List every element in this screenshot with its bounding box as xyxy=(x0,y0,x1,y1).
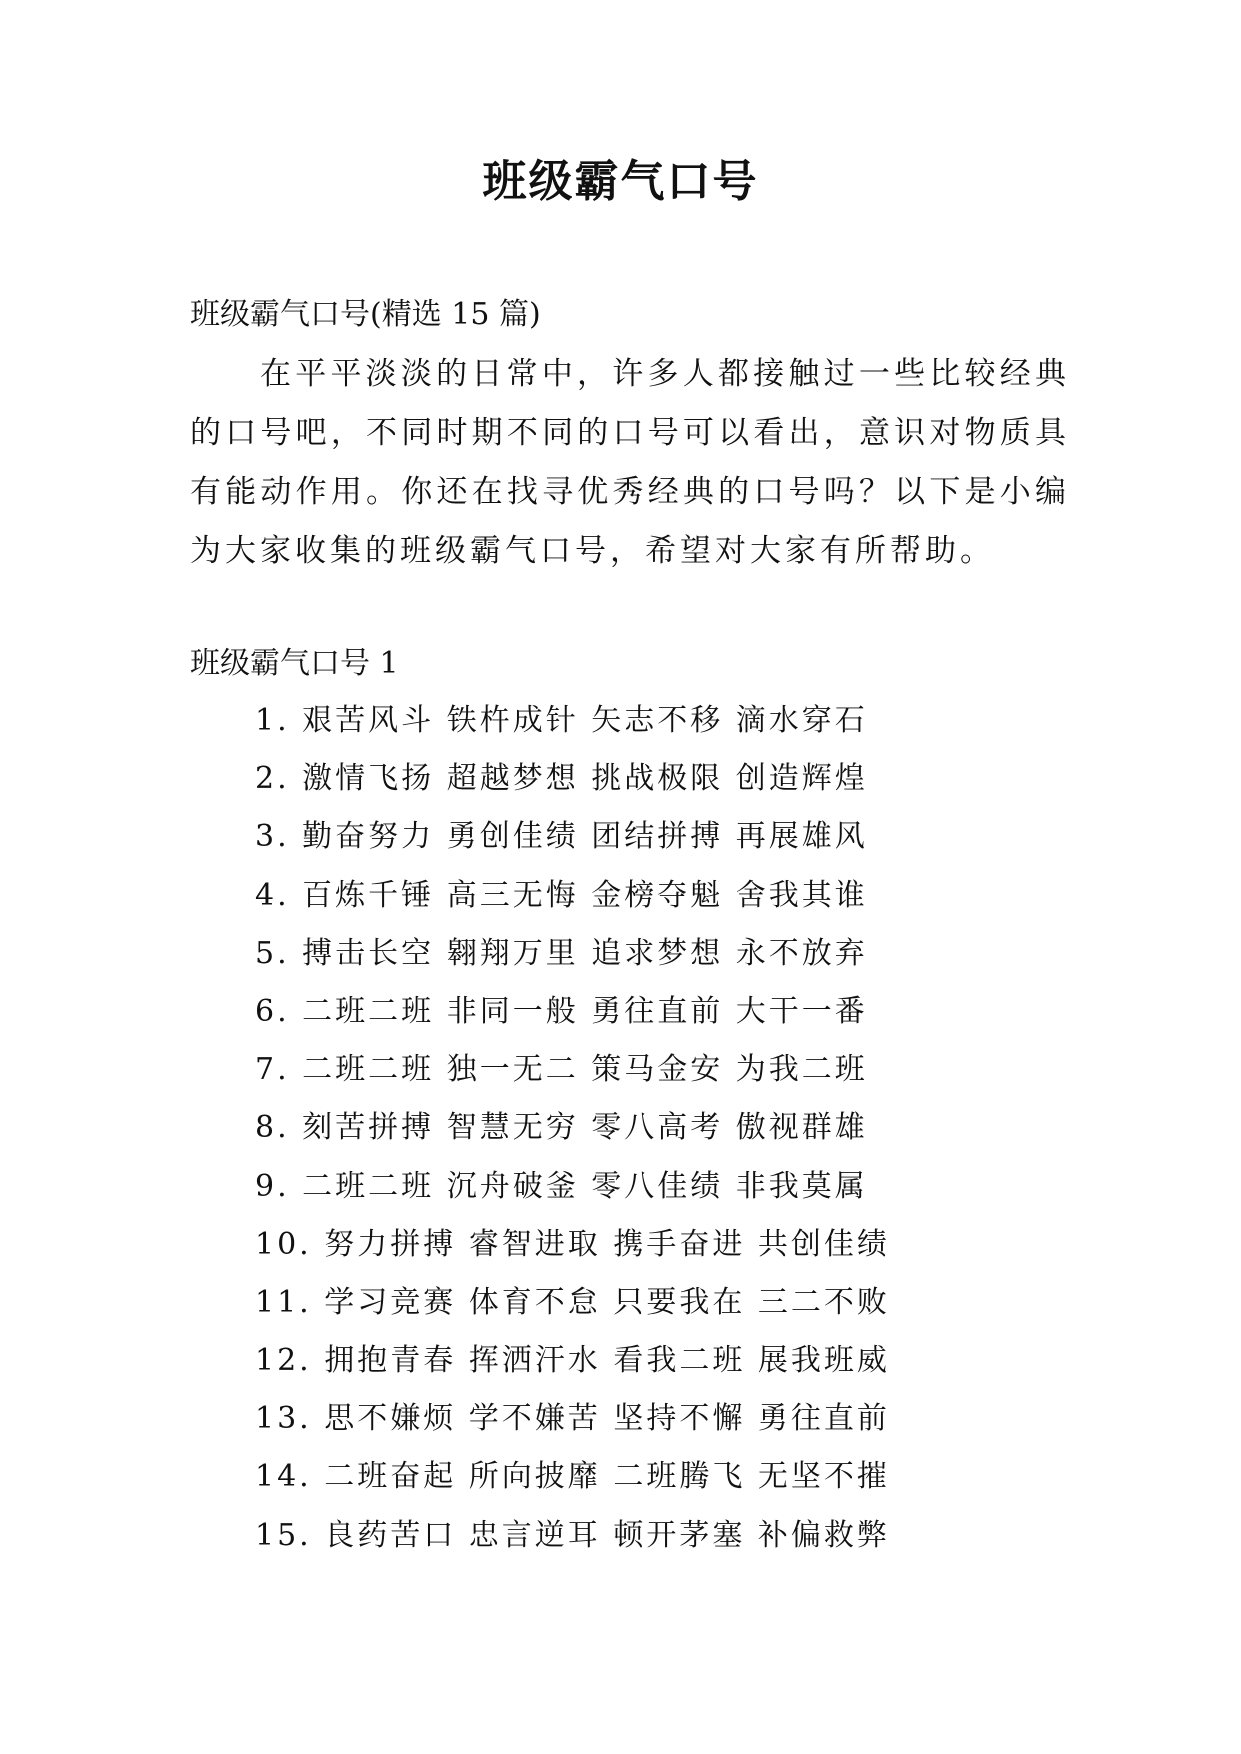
slogan-item: 1. 艰苦风斗 铁杵成针 矢志不移 滴水穿石 xyxy=(255,703,868,738)
slogan-item: 14. 二班奋起 所向披靡 二班腾飞 无坚不摧 xyxy=(255,1459,890,1495)
intro-paragraph: 在平平淡淡的日常中，许多人都接触过一些比较经典的口号吧，不同时期不同的口号可以看出，意识对物质具有能动作用。你还在找寻优秀经典的口号吗？以下是小编为大家收集的班级霸气口号，希望对大家有所帮助。 xyxy=(190,356,1070,569)
slogan-item: 8. 刻苦拼搏 智慧无穷 零八高考 傲视群雄 xyxy=(255,1110,868,1146)
document-subtitle: 班级霸气口号(精选 15 篇) xyxy=(190,297,541,332)
section-heading: 班级霸气口号 1 xyxy=(190,646,399,681)
slogan-item: 11. 学习竞赛 体育不怠 只要我在 三二不败 xyxy=(255,1284,890,1320)
slogan-item: 5. 搏击长空 翱翔万里 追求梦想 永不放弃 xyxy=(255,935,868,971)
slogan-item: 13. 思不嫌烦 学不嫌苦 坚持不懈 勇往直前 xyxy=(255,1401,890,1437)
slogan-item: 2. 激情飞扬 超越梦想 挑战极限 创造辉煌 xyxy=(255,761,868,797)
slogan-list xyxy=(255,692,890,1565)
slogan-item: 15. 良药苦口 忠言逆耳 顿开茅塞 补偏救弊 xyxy=(255,1517,890,1553)
slogan-item: 12. 拥抱青春 挥洒汗水 看我二班 展我班威 xyxy=(255,1343,890,1379)
slogan-item: 7. 二班二班 独一无二 策马金安 为我二班 xyxy=(255,1052,868,1088)
slogan-item: 4. 百炼千锤 高三无悔 金榜夺魁 舍我其谁 xyxy=(255,877,868,913)
document-title: 班级霸气口号 xyxy=(482,156,759,207)
slogan-item: 9. 二班二班 沉舟破釜 零八佳绩 非我莫属 xyxy=(255,1168,868,1204)
slogan-item: 10. 努力拼搏 睿智进取 携手奋进 共创佳绩 xyxy=(255,1226,890,1262)
slogan-item: 3. 勤奋努力 勇创佳绩 团结拼搏 再展雄风 xyxy=(255,819,868,855)
slogan-item: 6. 二班二班 非同一般 勇往直前 大干一番 xyxy=(255,993,868,1029)
